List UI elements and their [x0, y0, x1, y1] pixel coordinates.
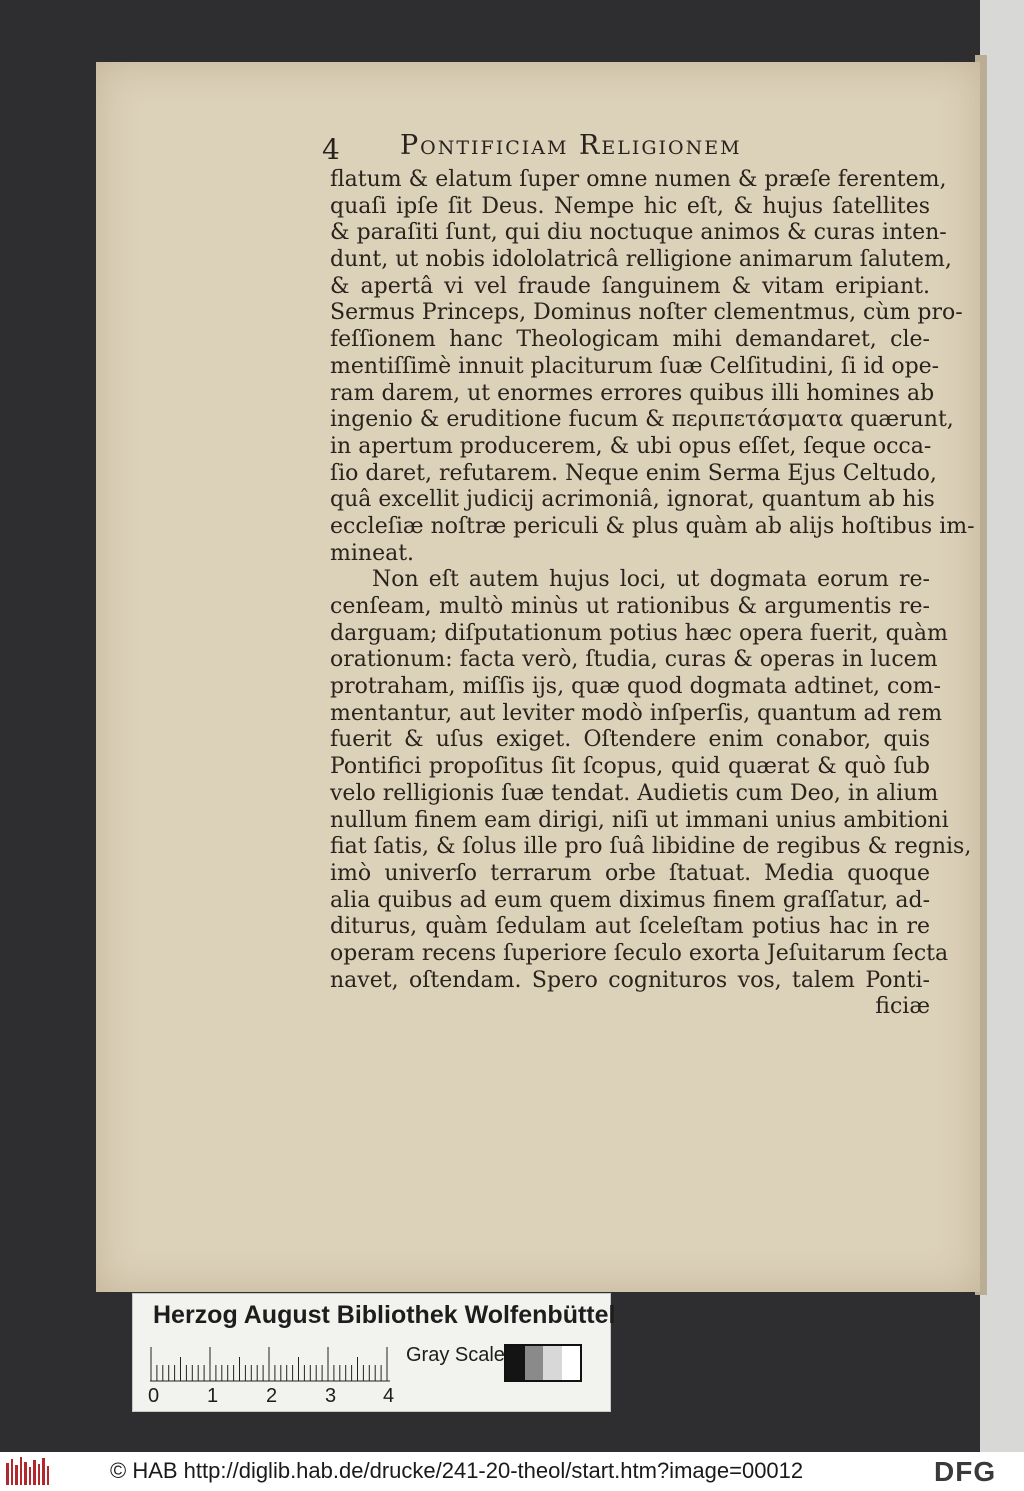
- text-line: navet, oſtendam. Spero cognituros vos, talem Ponti-: [330, 967, 930, 993]
- gray-scale-label: Gray Scale: [406, 1344, 505, 1366]
- gray-swatch: [562, 1346, 581, 1380]
- gray-swatch: [543, 1346, 562, 1380]
- text-line: fuerit & uſus exiget. Oſtendere enim conabor, quis: [330, 727, 930, 753]
- gray-swatch: [506, 1346, 525, 1380]
- library-name: Herzog August Bibliothek Wolfenbüttel: [153, 1301, 616, 1329]
- hab-barcode-logo-icon: [6, 1457, 50, 1487]
- text-line: Sermus Princeps, Dominus noſter clementmus, cùm pro-: [330, 300, 963, 326]
- text-line: quaſi ipſe ſit Deus. Nempe hic eſt, & hujus ſatellites: [330, 193, 930, 219]
- text-line: cenſeam, multò minùs ut rationibus & argumentis re-: [330, 594, 930, 619]
- scale-label: 3: [325, 1385, 337, 1407]
- scale-label: 1: [207, 1385, 219, 1407]
- text-line: velo relligionis ſuæ tendat. Audietis cum Deo, in alium: [330, 780, 939, 806]
- text-line: ram darem, ut enormes errores quibus illi homines ab: [330, 380, 935, 406]
- text-line: ingenio & eruditione fucum & περιπετάσματα quærunt,: [330, 407, 954, 433]
- page-number: 4: [322, 133, 340, 166]
- running-head: Pontificiam Religionem: [400, 130, 742, 161]
- text-line: alia quibus ad eum quem diximus finem graſſatur, ad-: [330, 887, 930, 913]
- text-line: & paraſiti ſunt, qui diu noctuque animos & curas inten-: [330, 220, 947, 246]
- text-line: dunt, ut nobis idololatricâ relligione animarum ſalutem,: [330, 247, 952, 273]
- scale-label: 0: [148, 1385, 160, 1407]
- text-line: mentantur, aut leviter modò inſperſis, quantum ad rem: [330, 700, 943, 726]
- footer-bar: [0, 1452, 1024, 1491]
- text-line: protraham, miſſis ijs, quæ quod dogmata adtinet, com-: [330, 674, 941, 700]
- text-line: feſſionem hanc Theologicam mihi demandaret, cle-: [330, 327, 930, 353]
- scale-label: 2: [266, 1385, 278, 1407]
- catchword: ficiæ: [875, 994, 930, 1020]
- text-line: imò univerſo terrarum orbe ſtatuat. Media quoque: [330, 860, 930, 886]
- gray-swatch: [525, 1346, 544, 1380]
- text-line: diturus, quàm ſedulam aut ſceleſtam potius hac in re: [330, 914, 930, 940]
- gray-scale-swatches: [504, 1344, 582, 1382]
- text-line: Non eſt autem hujus loci, ut dogmata eorum re-: [372, 567, 930, 593]
- text-line: nullum finem eam dirigi, niſi ut immani unius ambitioni: [330, 807, 949, 833]
- color-target-card: [132, 1293, 616, 1412]
- copyright-url: © HAB http://diglib.hab.de/drucke/241-20-theol/start.htm?image=00012: [110, 1458, 804, 1483]
- text-line: eccleſiæ noſtræ periculi & plus quàm ab alijs hoſtibus im-: [330, 513, 975, 539]
- text-line: & apertâ vi vel fraude ſanguinem & vitam eripiant.: [330, 273, 930, 299]
- scale-label: 4: [383, 1385, 395, 1407]
- text-line: in apertum producerem, & ubi opus eſſet, ſeque occa-: [330, 433, 932, 459]
- text-line: quâ excellit judicij acrimoniâ, ignorat, quantum ab his: [330, 487, 935, 513]
- ruler-scale: [150, 1346, 400, 1382]
- text-line: fiat ſatis, & ſolus ille pro ſuâ libidine de regibus & regnis,: [330, 834, 972, 860]
- text-line: ſio daret, refutarem. Neque enim Serma Ejus Celtudo,: [330, 460, 937, 486]
- text-line: orationum: facta verò, ſtudia, curas & operas in lucem: [330, 647, 938, 673]
- dfg-logo: DFG: [934, 1456, 997, 1487]
- text-line: mineat.: [330, 540, 415, 566]
- text-line: operam recens ſuperiore ſeculo exorta Jeſuitarum ſecta: [330, 940, 949, 966]
- body-text: [330, 167, 975, 1021]
- text-line: mentiſſimè innuit placiturum ſuæ Celſitudini, ſi id ope-: [330, 353, 940, 379]
- text-line: darguam; diſputationum potius hæc opera fuerit, quàm: [330, 620, 948, 646]
- text-line: Pontifici propoſitus ſit ſcopus, quid quærat & quò ſub: [330, 754, 930, 780]
- text-line: flatum & elatum ſuper omne numen & præſe ferentem,: [330, 167, 947, 192]
